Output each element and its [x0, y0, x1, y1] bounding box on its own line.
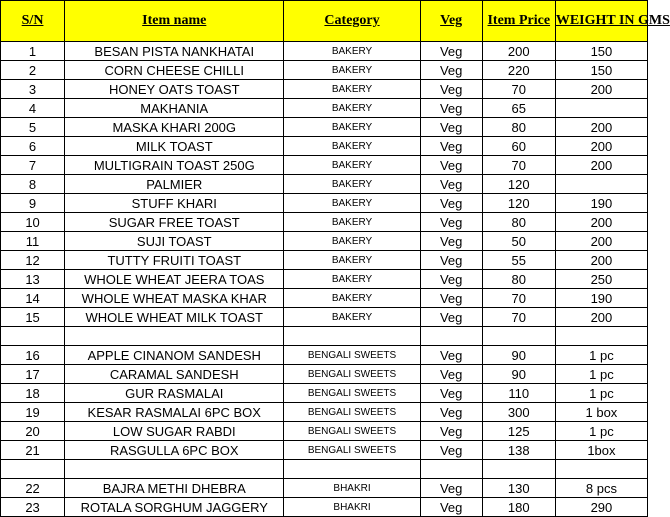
cell-veg[interactable]: Veg	[420, 251, 482, 270]
cell-item-name[interactable]: GUR RASMALAI	[65, 384, 284, 403]
cell-sn[interactable]: 15	[1, 308, 65, 327]
cell-veg[interactable]: Veg	[420, 232, 482, 251]
cell-sn[interactable]: 14	[1, 289, 65, 308]
cell-weight[interactable]: 1 box	[555, 403, 647, 422]
cell-item-price[interactable]: 120	[482, 194, 555, 213]
cell-category[interactable]: BAKERY	[284, 137, 420, 156]
cell-sn[interactable]: 9	[1, 194, 65, 213]
cell-item-price[interactable]: 70	[482, 289, 555, 308]
cell-sn[interactable]: 17	[1, 365, 65, 384]
cell-item-price[interactable]: 180	[482, 498, 555, 517]
cell-category[interactable]: BAKERY	[284, 80, 420, 99]
cell-item-name[interactable]: WHOLE WHEAT JEERA TOAS	[65, 270, 284, 289]
cell-item-name[interactable]: RASGULLA 6PC BOX	[65, 441, 284, 460]
cell-category[interactable]: BAKERY	[284, 61, 420, 80]
header-category[interactable]: Category	[284, 1, 420, 42]
cell-item-name[interactable]: MULTIGRAIN TOAST 250G	[65, 156, 284, 175]
header-veg[interactable]: Veg	[420, 1, 482, 42]
cell-item-price[interactable]	[482, 460, 555, 479]
table-row	[1, 175, 648, 194]
table-row	[1, 422, 648, 441]
table-row	[1, 137, 648, 156]
cell-sn[interactable]: 3	[1, 80, 65, 99]
table-row	[1, 346, 648, 365]
cell-weight[interactable]: 200	[555, 308, 647, 327]
header-sn[interactable]: S/N	[1, 1, 65, 42]
cell-item-price[interactable]: 138	[482, 441, 555, 460]
cell-item-price[interactable]: 90	[482, 346, 555, 365]
cell-veg[interactable]: Veg	[420, 422, 482, 441]
cell-sn[interactable]: 6	[1, 137, 65, 156]
cell-sn[interactable]: 23	[1, 498, 65, 517]
cell-item-name[interactable]: HONEY OATS TOAST	[65, 80, 284, 99]
cell-weight[interactable]: 200	[555, 213, 647, 232]
cell-sn[interactable]: 21	[1, 441, 65, 460]
cell-item-name[interactable]: WHOLE WHEAT MASKA KHAR	[65, 289, 284, 308]
cell-category[interactable]	[284, 327, 420, 346]
table-row	[1, 42, 648, 61]
cell-weight[interactable]	[555, 460, 647, 479]
cell-item-price[interactable]: 80	[482, 213, 555, 232]
cell-category[interactable]: BENGALI SWEETS	[284, 441, 420, 460]
cell-item-name[interactable]: SUGAR FREE TOAST	[65, 213, 284, 232]
cell-weight[interactable]	[555, 175, 647, 194]
cell-sn[interactable]: 5	[1, 118, 65, 137]
cell-sn[interactable]	[1, 460, 65, 479]
table-row	[1, 270, 648, 289]
cell-item-name[interactable]: MILK TOAST	[65, 137, 284, 156]
cell-item-price[interactable]: 300	[482, 403, 555, 422]
cell-item-name[interactable]	[65, 460, 284, 479]
cell-weight[interactable]: 200	[555, 251, 647, 270]
cell-category[interactable]: BAKERY	[284, 42, 420, 61]
cell-category[interactable]: BAKERY	[284, 232, 420, 251]
cell-veg[interactable]: Veg	[420, 194, 482, 213]
cell-weight[interactable]: 200	[555, 137, 647, 156]
cell-item-name[interactable]: STUFF KHARI	[65, 194, 284, 213]
cell-sn[interactable]: 1	[1, 42, 65, 61]
cell-category[interactable]: BAKERY	[284, 194, 420, 213]
cell-item-price[interactable]: 120	[482, 175, 555, 194]
cell-veg[interactable]: Veg	[420, 270, 482, 289]
table-row	[1, 118, 648, 137]
table-row	[1, 441, 648, 460]
cell-item-price[interactable]: 110	[482, 384, 555, 403]
cell-category[interactable]: BENGALI SWEETS	[284, 403, 420, 422]
cell-veg[interactable]: Veg	[420, 346, 482, 365]
cell-item-name[interactable]: TUTTY FRUITI TOAST	[65, 251, 284, 270]
cell-weight[interactable]: 190	[555, 289, 647, 308]
cell-veg[interactable]: Veg	[420, 42, 482, 61]
cell-item-price[interactable]: 125	[482, 422, 555, 441]
cell-weight[interactable]: 1box	[555, 441, 647, 460]
cell-sn[interactable]: 11	[1, 232, 65, 251]
cell-weight[interactable]	[555, 327, 647, 346]
cell-veg[interactable]: Veg	[420, 498, 482, 517]
table-row	[1, 365, 648, 384]
cell-sn[interactable]	[1, 327, 65, 346]
cell-veg[interactable]: Veg	[420, 99, 482, 118]
cell-item-name[interactable]: BAJRA METHI DHEBRA	[65, 479, 284, 498]
table-row	[1, 384, 648, 403]
cell-veg[interactable]: Veg	[420, 403, 482, 422]
cell-weight[interactable]: 190	[555, 194, 647, 213]
table-row	[1, 460, 648, 479]
cell-item-name[interactable]: LOW SUGAR RABDI	[65, 422, 284, 441]
cell-weight[interactable]: 250	[555, 270, 647, 289]
table-row	[1, 156, 648, 175]
cell-item-name[interactable]: CORN CHEESE CHILLI	[65, 61, 284, 80]
cell-category[interactable]: BAKERY	[284, 270, 420, 289]
cell-weight[interactable]: 150	[555, 42, 647, 61]
cell-item-price[interactable]: 220	[482, 61, 555, 80]
cell-item-price[interactable]: 50	[482, 232, 555, 251]
table-row	[1, 479, 648, 498]
cell-veg[interactable]: Veg	[420, 156, 482, 175]
table-row	[1, 289, 648, 308]
cell-sn[interactable]: 22	[1, 479, 65, 498]
header-item-name[interactable]: Item name	[65, 1, 284, 42]
cell-category[interactable]: BHAKRI	[284, 498, 420, 517]
cell-category[interactable]: BENGALI SWEETS	[284, 422, 420, 441]
cell-item-price[interactable]: 80	[482, 118, 555, 137]
cell-veg[interactable]: Veg	[420, 80, 482, 99]
cell-sn[interactable]: 10	[1, 213, 65, 232]
table-row	[1, 498, 648, 517]
cell-veg[interactable]: Veg	[420, 61, 482, 80]
cell-weight[interactable]: 1 pc	[555, 422, 647, 441]
cell-weight[interactable]: 200	[555, 232, 647, 251]
cell-item-price[interactable]: 65	[482, 99, 555, 118]
cell-sn[interactable]: 4	[1, 99, 65, 118]
cell-sn[interactable]: 2	[1, 61, 65, 80]
cell-item-name[interactable]: KESAR RASMALAI 6PC BOX	[65, 403, 284, 422]
cell-weight[interactable]: 1 pc	[555, 365, 647, 384]
cell-veg[interactable]: Veg	[420, 384, 482, 403]
cell-category[interactable]: BENGALI SWEETS	[284, 365, 420, 384]
cell-weight[interactable]: 150	[555, 61, 647, 80]
cell-weight[interactable]: 200	[555, 118, 647, 137]
cell-sn[interactable]: 7	[1, 156, 65, 175]
cell-weight[interactable]: 200	[555, 80, 647, 99]
cell-category[interactable]: BAKERY	[284, 156, 420, 175]
cell-sn[interactable]: 18	[1, 384, 65, 403]
table-row	[1, 403, 648, 422]
cell-category[interactable]: BENGALI SWEETS	[284, 346, 420, 365]
cell-category[interactable]	[284, 460, 420, 479]
cell-sn[interactable]: 13	[1, 270, 65, 289]
cell-weight[interactable]: 290	[555, 498, 647, 517]
table-row	[1, 80, 648, 99]
cell-category[interactable]: BAKERY	[284, 251, 420, 270]
cell-item-name[interactable]: BESAN PISTA NANKHATAI	[65, 42, 284, 61]
cell-item-name[interactable]: CARAMAL SANDESH	[65, 365, 284, 384]
table-row	[1, 61, 648, 80]
cell-veg[interactable]: Veg	[420, 289, 482, 308]
cell-item-name[interactable]: APPLE CINANOM SANDESH	[65, 346, 284, 365]
table-row	[1, 251, 648, 270]
cell-item-price[interactable]: 70	[482, 156, 555, 175]
cell-veg[interactable]: Veg	[420, 365, 482, 384]
cell-veg[interactable]	[420, 327, 482, 346]
cell-veg[interactable]: Veg	[420, 479, 482, 498]
cell-veg[interactable]: Veg	[420, 441, 482, 460]
table-row	[1, 232, 648, 251]
header-weight[interactable]: WEIGHT IN GMS	[555, 1, 647, 42]
cell-item-price[interactable]: 70	[482, 80, 555, 99]
cell-item-name[interactable]: PALMIER	[65, 175, 284, 194]
cell-category[interactable]: BHAKRI	[284, 479, 420, 498]
cell-item-price[interactable]: 200	[482, 42, 555, 61]
cell-veg[interactable]	[420, 460, 482, 479]
table-row	[1, 99, 648, 118]
cell-item-name[interactable]	[65, 327, 284, 346]
cell-item-name[interactable]: ROTALA SORGHUM JAGGERY	[65, 498, 284, 517]
cell-sn[interactable]: 12	[1, 251, 65, 270]
cell-sn[interactable]: 19	[1, 403, 65, 422]
cell-item-name[interactable]: WHOLE WHEAT MILK TOAST	[65, 308, 284, 327]
table-row	[1, 194, 648, 213]
cell-weight[interactable]: 8 pcs	[555, 479, 647, 498]
table-row	[1, 327, 648, 346]
table-row	[1, 308, 648, 327]
cell-weight[interactable]: 1 pc	[555, 346, 647, 365]
cell-item-name[interactable]: MAKHANIA	[65, 99, 284, 118]
cell-category[interactable]: BAKERY	[284, 308, 420, 327]
table-row	[1, 213, 648, 232]
cell-item-price[interactable]: 130	[482, 479, 555, 498]
cell-weight[interactable]: 1 pc	[555, 384, 647, 403]
cell-veg[interactable]: Veg	[420, 213, 482, 232]
cell-sn[interactable]: 8	[1, 175, 65, 194]
cell-veg[interactable]: Veg	[420, 308, 482, 327]
cell-category[interactable]: BAKERY	[284, 175, 420, 194]
cell-category[interactable]: BENGALI SWEETS	[284, 384, 420, 403]
cell-category[interactable]: BAKERY	[284, 289, 420, 308]
cell-sn[interactable]: 20	[1, 422, 65, 441]
cell-weight[interactable]	[555, 99, 647, 118]
cell-category[interactable]: BAKERY	[284, 99, 420, 118]
header-row	[1, 1, 648, 42]
cell-item-price[interactable]: 80	[482, 270, 555, 289]
cell-item-price[interactable]: 60	[482, 137, 555, 156]
cell-veg[interactable]: Veg	[420, 118, 482, 137]
cell-category[interactable]: BAKERY	[284, 118, 420, 137]
cell-veg[interactable]: Veg	[420, 137, 482, 156]
cell-category[interactable]: BAKERY	[284, 213, 420, 232]
cell-sn[interactable]: 16	[1, 346, 65, 365]
header-item-price[interactable]: Item Price	[482, 1, 555, 42]
cell-item-name[interactable]: MASKA KHARI 200G	[65, 118, 284, 137]
cell-veg[interactable]: Veg	[420, 175, 482, 194]
cell-weight[interactable]: 200	[555, 156, 647, 175]
cell-item-price[interactable]: 70	[482, 308, 555, 327]
cell-item-price[interactable]: 90	[482, 365, 555, 384]
cell-item-price[interactable]	[482, 327, 555, 346]
cell-item-name[interactable]: SUJI TOAST	[65, 232, 284, 251]
cell-item-price[interactable]: 55	[482, 251, 555, 270]
